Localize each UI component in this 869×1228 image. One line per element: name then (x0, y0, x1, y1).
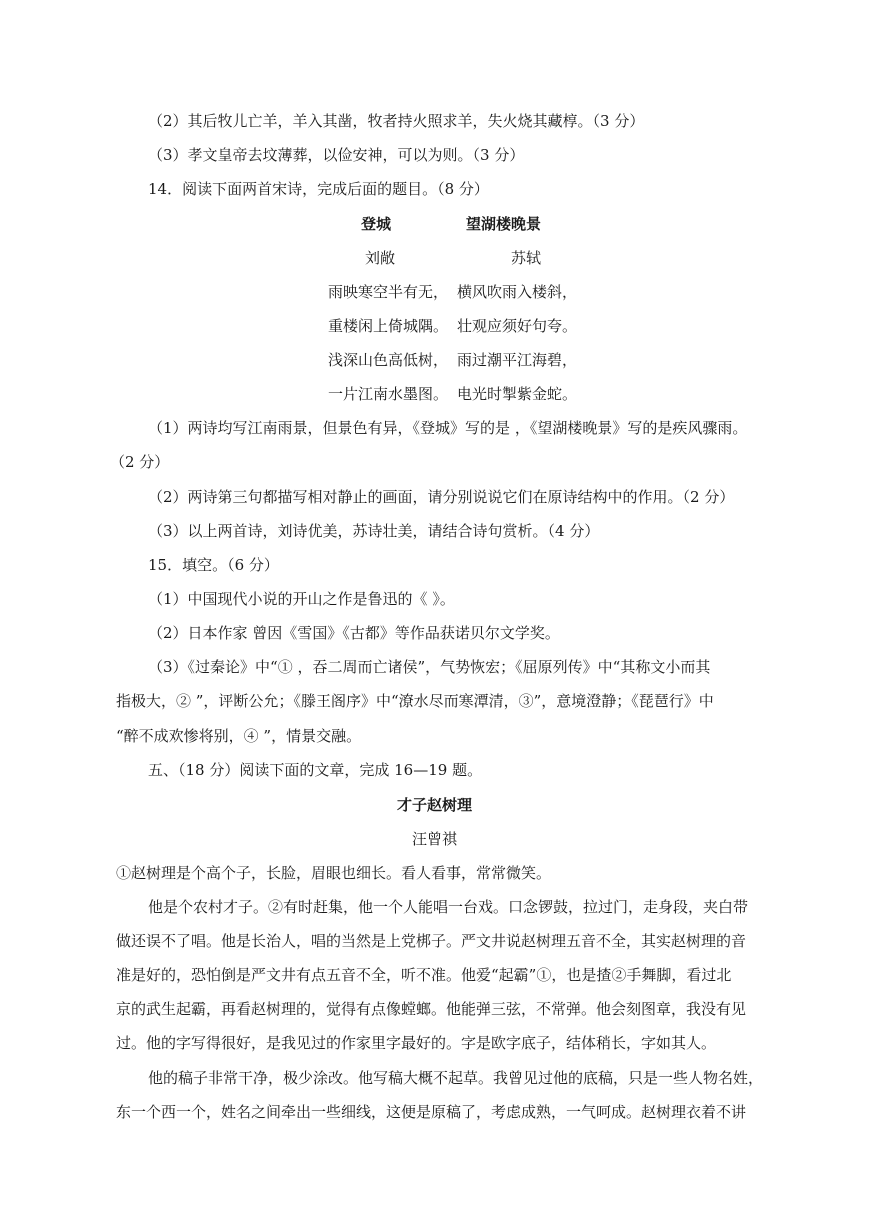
article-paragraph-2-line-2: 做还误不了唱。他是长治人，唱的当然是上党梆子。严文井说赵树理五音不全，其实赵树理的音 (116, 932, 747, 950)
q15-sub3-line-2: 指极大，② ”，评断公允；《滕王阁序》中“潦水尽而寒潭清，③”，意境澄静；《琵琶行》中 (116, 692, 714, 710)
q14-sub2: （2）两诗第三句都描写相对静止的画面，请分别说说它们在原诗结构中的作用。（2 分） (148, 488, 735, 506)
article-paragraph-3-line-2: 东一个西一个，姓名之间牵出一些细线，这便是原稿了，考虑成熟，一气呵成。赵树理衣着不讲 (116, 1103, 747, 1121)
q14-sub1-score: （2 分） (110, 453, 170, 471)
poem2-author: 苏轼 (511, 249, 542, 267)
q14-sub3: （3）以上两首诗，刘诗优美，苏诗壮美，请结合诗句赏析。（4 分） (148, 522, 600, 540)
poem2-title: 望湖楼晚景 (466, 215, 542, 233)
poem1-line-4: 一片江南水墨图。 (328, 385, 449, 403)
q15-sub3-line-1: （3）《过秦论》中“① ，吞二周而亡诸侯”，气势恢宏；《屈原列传》中“其称文小而其 (148, 658, 711, 676)
article-title: 才子赵树理 (396, 796, 472, 814)
article-paragraph-3-line-1: 他的稿子非常干净，极少涂改。他写稿大概不起草。我曾见过他的底稿，只是一些人物名姓， (148, 1069, 764, 1087)
article-paragraph-2-line-1: 他是个农村才子。②有时赶集，他一个人能唱一台戏。口念锣鼓，拉过门，走身段，夹白带 (148, 898, 749, 916)
poem1-line-2: 重楼闲上倚城隅。 (328, 317, 449, 335)
poem2-line-1: 横风吹雨入楼斜， (457, 283, 578, 301)
article-paragraph-2-line-5: 过。他的字写得很好，是我见过的作家里字最好的。字是欧字底子，结体稍长，字如其人。 (116, 1034, 717, 1052)
poem2-line-3: 雨过潮平江海碧， (457, 351, 578, 369)
q13-sub2: （2）其后牧儿亡羊，羊入其凿，牧者持火照求羊，失火烧其藏椁。（3 分） (148, 112, 645, 130)
article-author: 汪曾祺 (411, 830, 457, 848)
article-paragraph-2-line-3: 准是好的，恐怕倒是严文井有点五音不全，听不准。他爱“起霸”①，也是揸②手舞脚，看过北 (116, 966, 732, 984)
section5-heading: 五、（18 分）阅读下面的文章，完成 16—19 题。 (148, 761, 483, 779)
article-paragraph-2-line-4: 京的武生起霸，再看赵树理的，觉得有点像螳螂。他能弹三弦，不常弹。他会刻图章，我没有见 (116, 1000, 747, 1018)
q15-sub3-line-3: “醉不成欢惨将别，④ ”，情景交融。 (116, 727, 362, 745)
poem1-line-1: 雨映寒空半有无， (328, 283, 449, 301)
q14-stem: 14．阅读下面两首宋诗，完成后面的题目。（8 分） (148, 180, 489, 198)
q15-stem: 15．填空。（6 分） (148, 556, 279, 574)
poem1-author: 刘敞 (365, 249, 396, 267)
article-paragraph-1: ①赵树理是个高个子，长脸，眉眼也细长。看人看事，常常微笑。 (116, 864, 552, 882)
q14-sub1: （1）两诗均写江南雨景，但景色有异，《登城》写的是 ，《望湖楼晚景》写的是疾风骤雨。 (148, 419, 748, 437)
q15-sub2: （2）日本作家 曾因《雪国》《古都》等作品获诺贝尔文学奖。 (148, 624, 560, 642)
poem1-line-3: 浅深山色高低树， (328, 351, 449, 369)
poem2-line-4: 电光时掣紫金蛇。 (457, 385, 578, 403)
q13-sub3: （3）孝文皇帝去坟薄葬，以俭安神，可以为则。（3 分） (148, 146, 525, 164)
q15-sub1: （1）中国现代小说的开山之作是鲁迅的《 》。 (148, 590, 455, 608)
poem2-line-2: 壮观应须好句夸。 (457, 317, 578, 335)
poem1-title: 登城 (361, 215, 392, 233)
